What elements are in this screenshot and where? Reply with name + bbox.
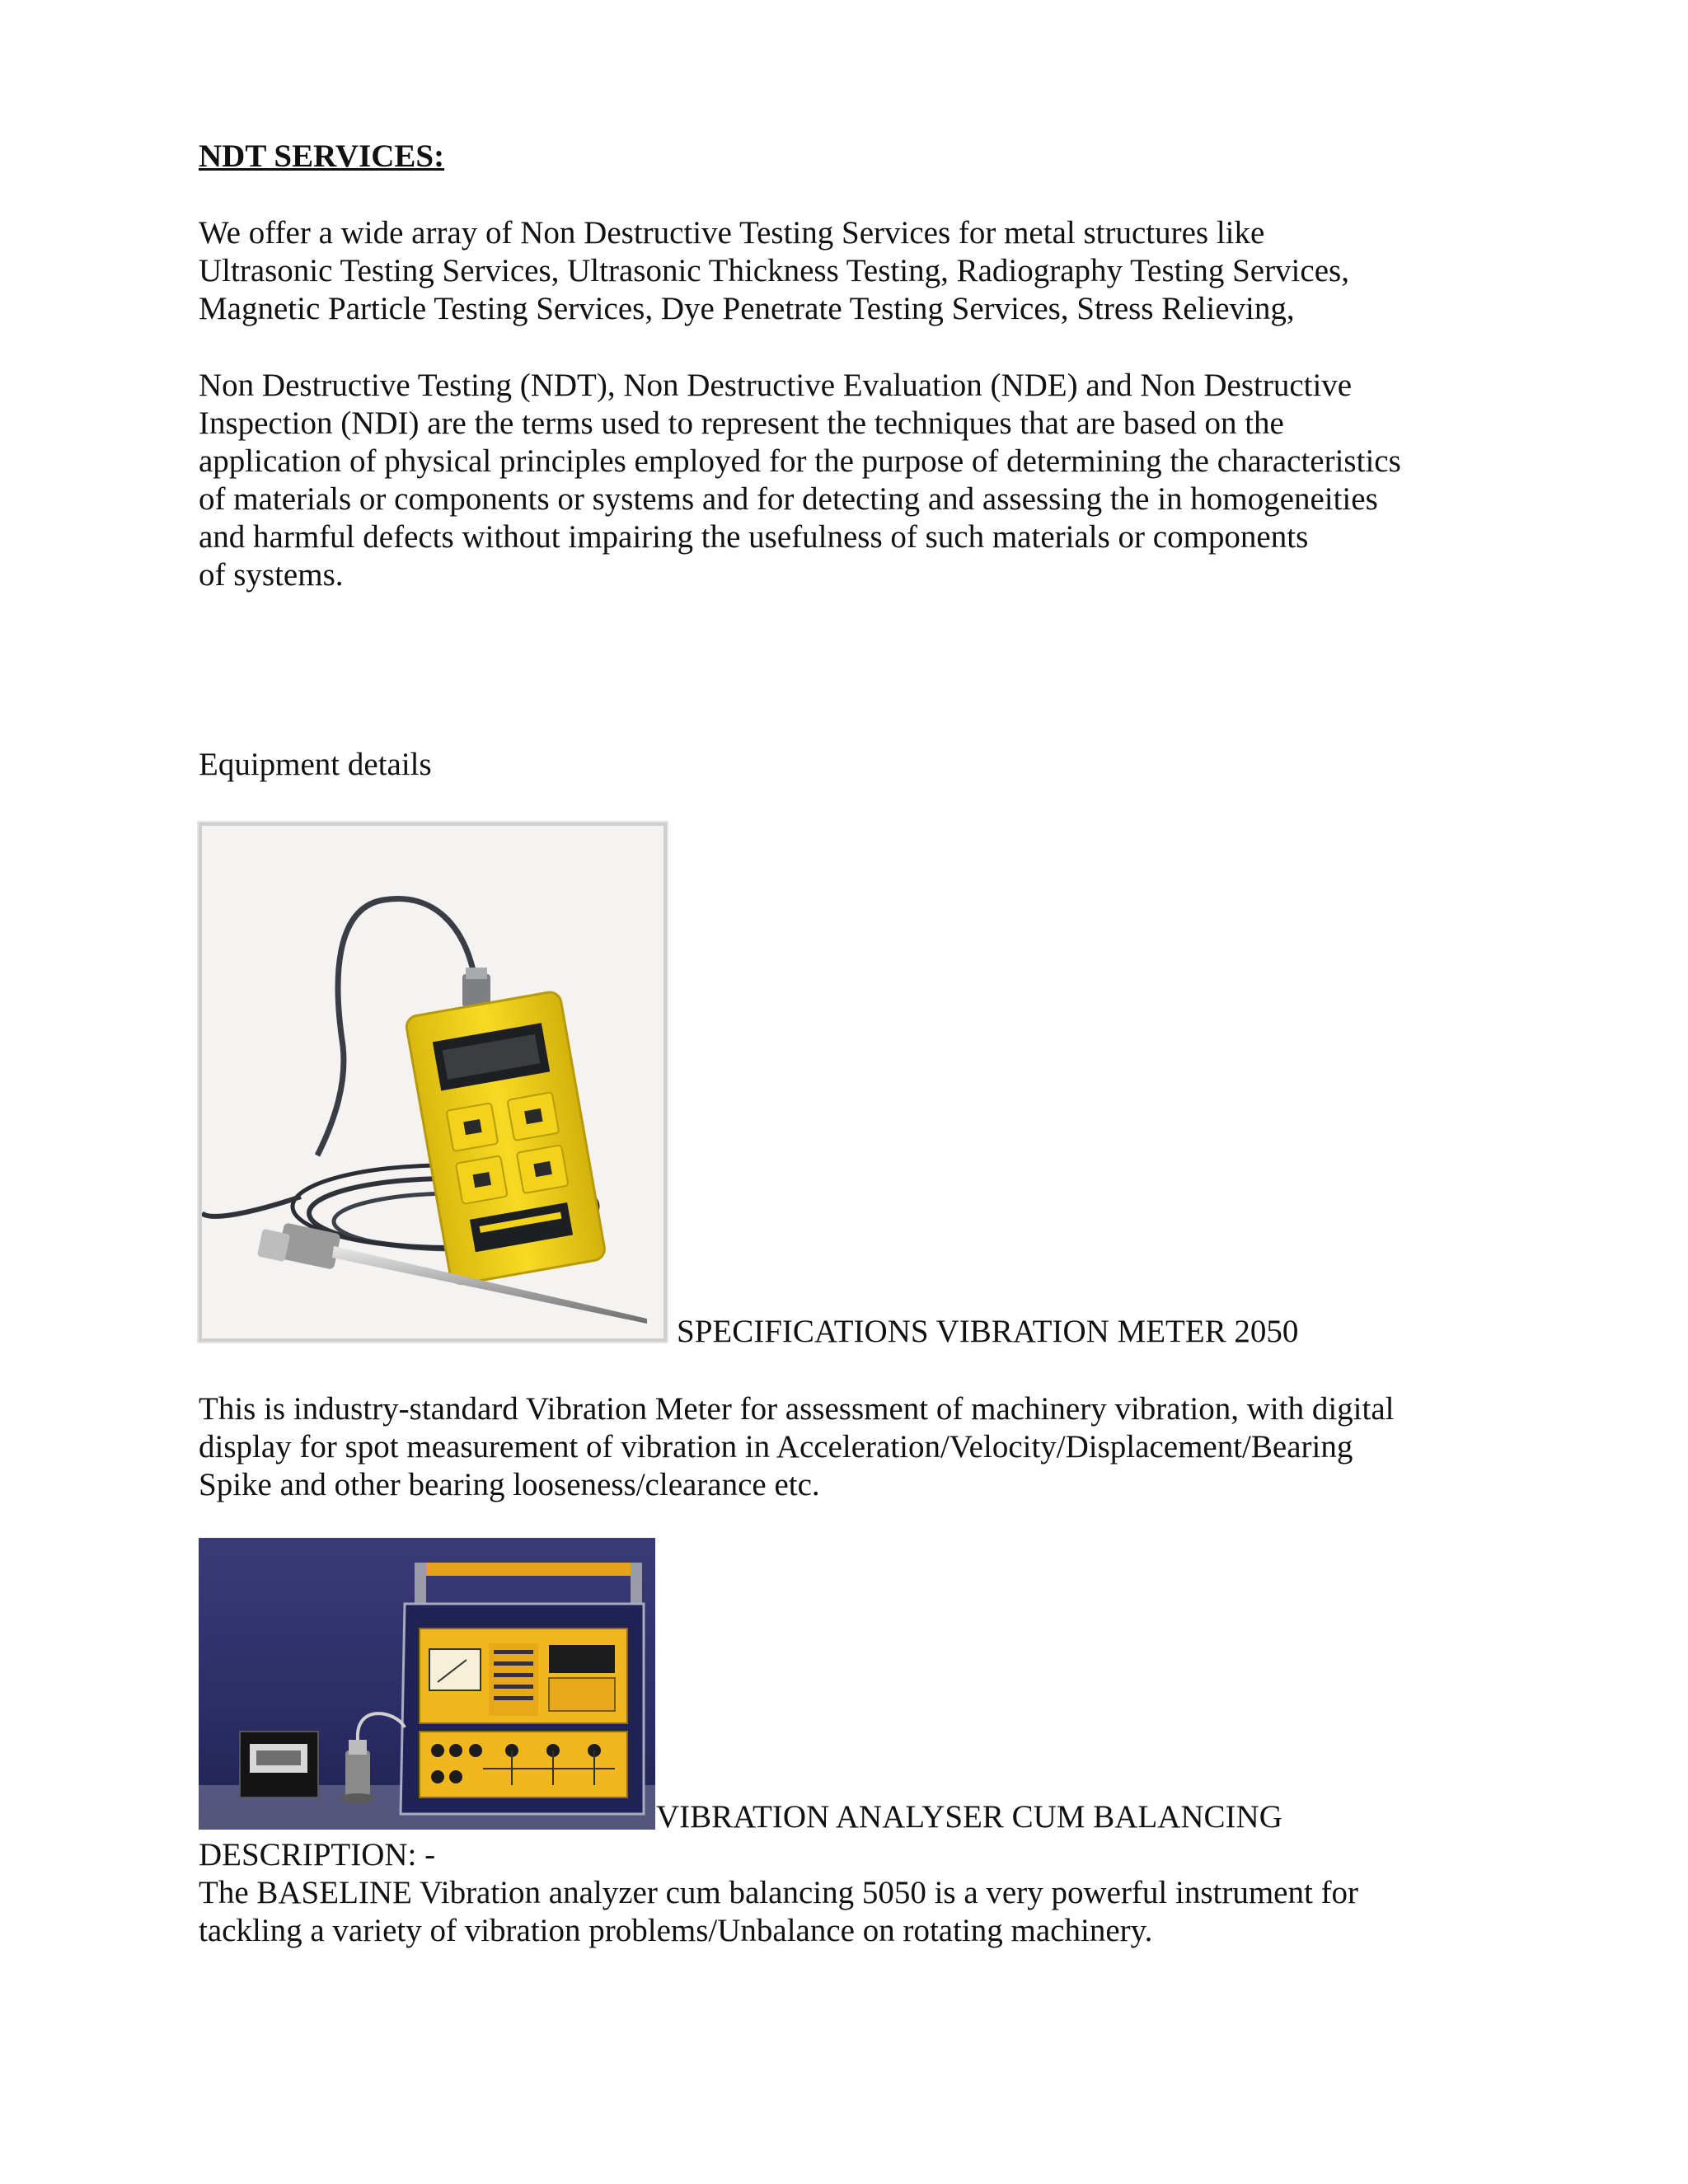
vibration-analyser-caption: VIBRATION ANALYSER CUM BALANCING	[656, 1799, 1282, 1835]
vibration-analyser-photo	[199, 1538, 655, 1830]
description-line: Spike and other bearing looseness/clearance etc.	[199, 1467, 820, 1502]
description-line: This is industry-standard Vibration Meter for assessment of machinery vibration, with digital	[199, 1391, 1395, 1427]
definition-line: of materials or components or systems and for detecting and assessing the in homogeneities	[199, 481, 1378, 517]
definition-paragraph	[199, 367, 1484, 594]
intro-line: We offer a wide array of Non Destructive Testing Services for metal structures like	[199, 215, 1265, 251]
definition-line: Inspection (NDI) are the terms used to represent the techniques that are based on the	[199, 405, 1284, 441]
description-line: tackling a variety of vibration problems/Unbalance on rotating machinery.	[199, 1913, 1153, 1948]
definition-line: and harmful defects without impairing the usefulness of such materials or components	[199, 519, 1309, 555]
description-label: DESCRIPTION: -	[199, 1837, 436, 1872]
definition-line: of systems.	[199, 557, 344, 593]
definition-line: Non Destructive Testing (NDT), Non Destructive Evaluation (NDE) and Non Destructive	[199, 368, 1353, 403]
intro-paragraph	[199, 214, 1484, 328]
description-line: display for spot measurement of vibration in Acceleration/Velocity/Displacement/Bearing	[199, 1429, 1353, 1465]
vibration-meter-caption: SPECIFICATIONS VIBRATION METER 2050	[677, 1314, 1299, 1349]
vibration-meter-description	[199, 1390, 1484, 1504]
equipment-heading: Equipment details	[199, 747, 432, 782]
vibration-analyser-description	[199, 1874, 1484, 1950]
description-line: The BASELINE Vibration analyzer cum balancing 5050 is a very powerful instrument for	[199, 1875, 1359, 1910]
intro-line: Ultrasonic Testing Services, Ultrasonic Thickness Testing, Radiography Testing Services,	[199, 253, 1349, 288]
intro-line: Magnetic Particle Testing Services, Dye Penetrate Testing Services, Stress Relieving,	[199, 291, 1295, 326]
page-heading: NDT SERVICES:	[199, 138, 445, 174]
vibration-meter-photo	[199, 823, 667, 1342]
definition-line: application of physical principles employed for the purpose of determining the characteristics	[199, 443, 1401, 479]
